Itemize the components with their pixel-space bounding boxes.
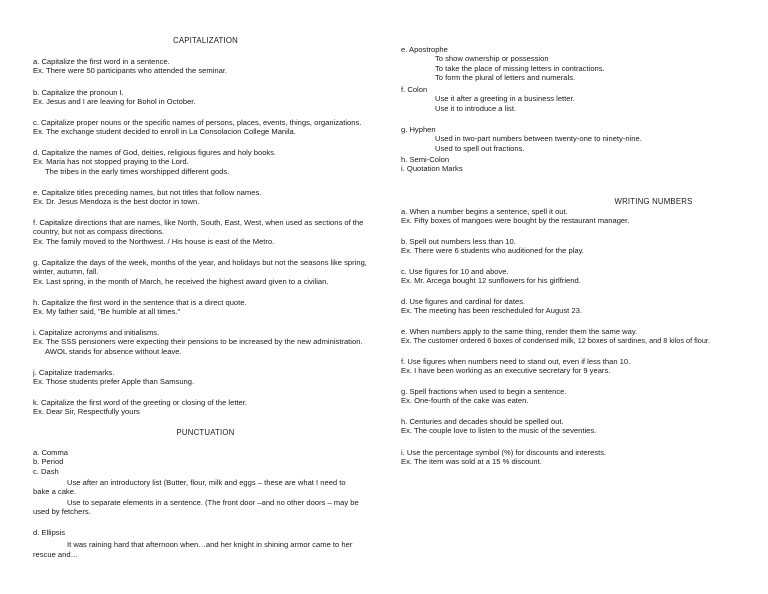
usage-text: To take the place of missing letters in contractions. <box>435 63 605 73</box>
example-text: Ex. Jesus and I are leaving for Bohol in October. <box>33 97 196 107</box>
list-item: d. Ellipsis <box>33 528 66 537</box>
other-punctuation <box>401 155 463 174</box>
rule-text: f. Capitalize directions that are names, like North, South, East, West, when used as sections of the <box>33 218 364 227</box>
rule-text: e. Capitalize titles preceding names, but not titles that follow names. <box>33 188 262 197</box>
punctuation-list <box>33 448 68 476</box>
usage-text: Used to spell out fractions. <box>435 143 525 153</box>
list-item: a. Comma <box>33 448 69 457</box>
example-text: Ex. The couple love to listen to the music of the seventies. <box>401 426 597 436</box>
rule-text: c. Capitalize proper nouns or the specific names of persons, places, events, things, organizations. <box>33 118 362 127</box>
rule-cap-d <box>33 148 276 176</box>
rule-wn-a <box>401 207 629 226</box>
ellipsis-section <box>33 528 352 559</box>
rule-cap-k <box>33 398 247 417</box>
punctuation-heading: PUNCTUATION <box>176 428 235 437</box>
rule-cap-b <box>33 88 196 107</box>
rule-text: b. Capitalize the pronoun I. <box>33 88 124 97</box>
rule-cap-e <box>33 188 261 207</box>
rule-text: f. Use figures when numbers need to stand out, even if less than 10. <box>401 357 631 366</box>
example-text: Ex. Dr. Jesus Mendoza is the best doctor in town. <box>33 197 200 207</box>
list-item: f. Colon <box>401 85 428 94</box>
usage-text: Use to separate elements in a sentence. (The front door –and no other doors – may be <box>67 498 359 507</box>
rule-cap-i <box>33 328 363 356</box>
rule-cap-j <box>33 368 194 387</box>
rule-wn-f <box>401 357 630 376</box>
dash-usage-2 <box>33 498 359 517</box>
example-text: Ex. Mr. Arcega bought 12 sunflowers for his girlfriend. <box>401 276 581 286</box>
usage-text: Use it to introduce a list. <box>435 103 517 113</box>
apostrophe-section <box>401 45 605 83</box>
rule-text: k. Capitalize the first word of the greeting or closing of the letter. <box>33 398 248 407</box>
example-text: Ex. One-fourth of the cake was eaten. <box>401 396 529 406</box>
rule-cap-h <box>33 298 247 317</box>
usage-text: Use after an introductory list (Butter, flour, milk and eggs – these are what I need to <box>67 478 346 487</box>
usage-text: To show ownership or possession <box>435 54 549 64</box>
rule-text: j. Capitalize trademarks. <box>33 368 115 377</box>
rule-text: d. Capitalize the names of God, deities, religious figures and holy books. <box>33 148 277 157</box>
rule-text: g. Spell fractions when used to begin a sentence. <box>401 387 567 396</box>
usage-text: To form the plural of letters and numerals. <box>435 73 576 83</box>
rule-text: a. When a number begins a sentence, spell it out. <box>401 207 568 216</box>
rule-text: a. Capitalize the first word in a sentence. <box>33 57 170 66</box>
example-text: Ex. The meeting has been rescheduled for August 23. <box>401 306 582 316</box>
example-text: Ex. Last spring, in the month of March, he received the highest award given to a civilian. <box>33 276 329 286</box>
dash-usage-1 <box>33 478 346 497</box>
hyphen-section <box>401 125 642 153</box>
rule-cap-f <box>33 218 363 246</box>
list-item: c. Dash <box>33 466 59 476</box>
rule-wn-h <box>401 417 596 436</box>
list-item: g. Hyphen <box>401 125 436 134</box>
rule-wn-g <box>401 387 566 406</box>
rule-wn-d <box>401 297 582 316</box>
rule-wn-b <box>401 237 584 256</box>
rule-wn-i <box>401 448 606 467</box>
rule-text: g. Capitalize the days of the week, months of the year, and holidays but not the seasons like spring, <box>33 258 367 267</box>
rule-cap-c <box>33 118 361 137</box>
example-text: Ex. The SSS pensioners were expecting their pensions to be increased by the new administration. <box>33 337 363 347</box>
colon-section <box>401 85 575 113</box>
example-text: Ex. The family moved to the Northwest. / His house is east of the Metro. <box>33 236 275 246</box>
example-text: AWOL stands for absence without leave. <box>45 346 182 356</box>
example-text: Ex. There were 6 students who auditioned for the play. <box>401 246 584 256</box>
example-text: The tribes in the early times worshipped different gods. <box>45 166 230 176</box>
rule-text: i. Capitalize acronyms and initialisms. <box>33 328 160 337</box>
example-text: Ex. My father said, "Be humble at all times." <box>33 307 181 317</box>
rule-text: h. Capitalize the first word in the sentence that is a direct quote. <box>33 298 247 307</box>
usage-text: used by fetchers. <box>33 507 91 517</box>
rule-wn-c <box>401 267 581 286</box>
writing-numbers-heading: WRITING NUMBERS <box>614 197 693 206</box>
capitalization-heading: CAPITALIZATION <box>173 36 238 45</box>
example-text: Ex. The customer ordered 6 boxes of condensed milk, 12 boxes of sardines, and 8 kilos of flour. <box>401 336 710 346</box>
rule-text: i. Use the percentage symbol (%) for discounts and interests. <box>401 448 607 457</box>
example-text: Ex. I have been working as an executive secretary for 9 years. <box>401 366 611 376</box>
list-item: i. Quotation Marks <box>401 164 463 174</box>
list-item: b. Period <box>33 457 64 467</box>
rule-wn-e <box>401 327 710 346</box>
rule-text: h. Centuries and decades should be spelled out. <box>401 417 564 426</box>
usage-text: bake a cake. <box>33 487 77 497</box>
rule-text: d. Use figures and cardinal for dates. <box>401 297 526 306</box>
rule-cap-g <box>33 258 367 286</box>
usage-text: It was raining hard that afternoon when…and her knight in shining armor came to her <box>67 540 353 550</box>
usage-text: Use it after a greeting in a business letter. <box>435 94 575 104</box>
rule-text: c. Use figures for 10 and above. <box>401 267 509 276</box>
example-text: Ex. Maria has not stopped praying to the Lord. <box>33 157 189 167</box>
example-text: Ex. Those students prefer Apple than Samsung. <box>33 377 195 387</box>
list-item: e. Apostrophe <box>401 45 448 54</box>
example-text: Ex. The exchange student decided to enroll in La Consolacion College Manila. <box>33 127 296 137</box>
rule-text: b. Spell out numbers less than 10. <box>401 237 516 246</box>
example-text: Ex. Fifty boxes of mangoes were bought by the restaurant manager. <box>401 216 630 226</box>
example-text: Ex. Dear Sir, Respectfully yours <box>33 407 140 417</box>
example-text: Ex. The item was sold at a 15 % discount. <box>401 457 542 467</box>
rule-cap-a <box>33 57 227 76</box>
rule-text: e. When numbers apply to the same thing, render them the same way. <box>401 327 638 336</box>
rule-text: country, but not as compass directions. <box>33 227 165 237</box>
rule-text: winter, autumn, fall. <box>33 267 99 277</box>
example-text: Ex. There were 50 participants who attended the seminar. <box>33 66 228 76</box>
usage-text: Used in two-part numbers between twenty-one to ninety-nine. <box>435 134 642 144</box>
list-item: h. Semi-Colon <box>401 155 450 164</box>
usage-text: rescue and… <box>33 549 79 559</box>
